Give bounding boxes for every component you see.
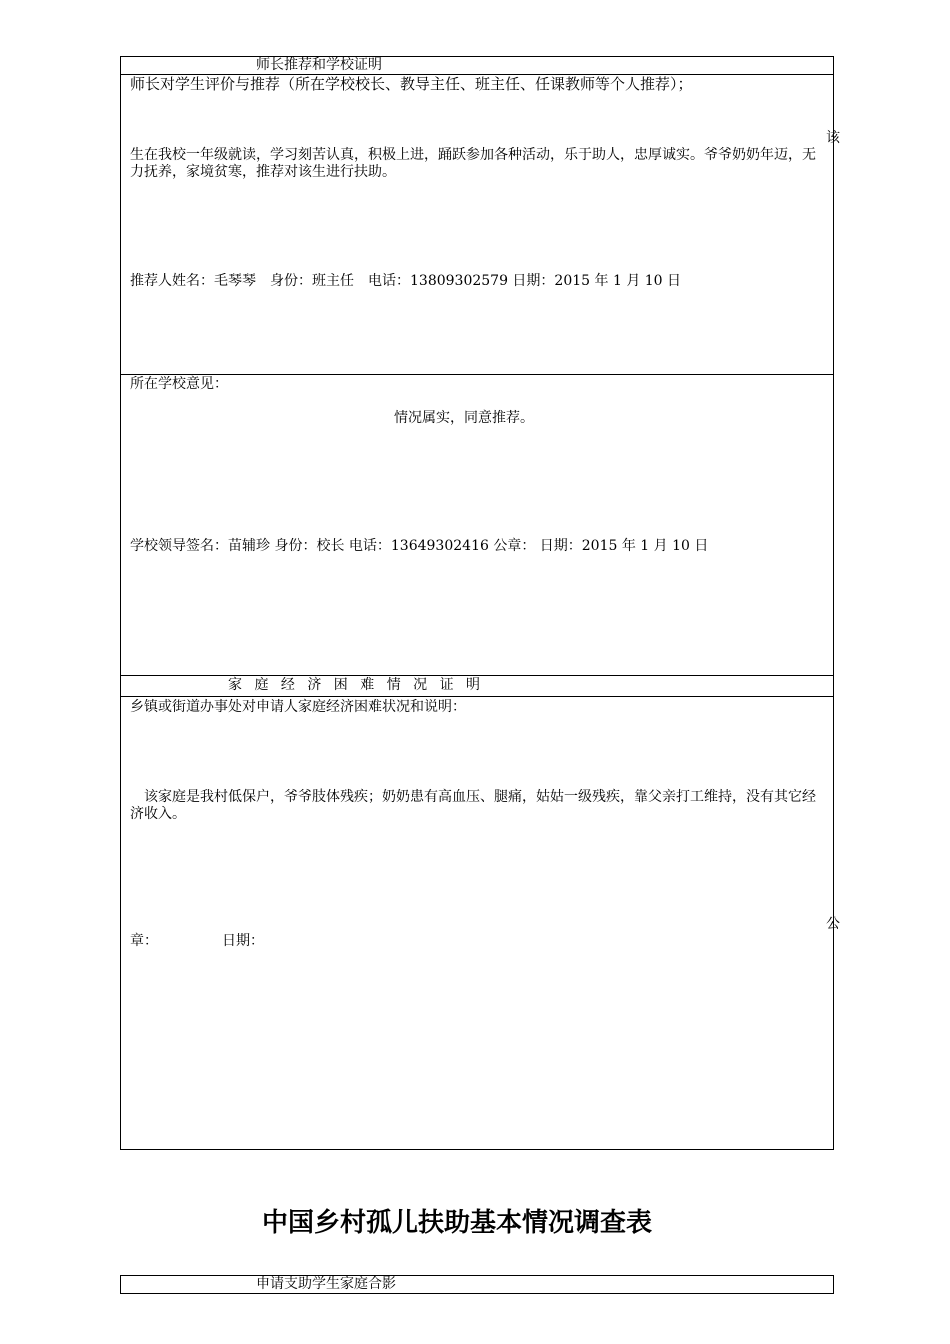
teacher-recommendation-prompt: 师长对学生评价与推荐（所在学校校长、教导主任、班主任、任课教师等个人推荐）； <box>130 75 693 93</box>
hardship-statement: 该家庭是我村低保户，爷爷肢体残疾；奶奶患有高血压、腿痛，姑姑一级残疾，靠父亲打工维持，没有其它经济收入。 <box>130 789 816 822</box>
section-header-recommendation: 师长推荐和学校证明 <box>256 57 382 73</box>
school-opinion: 情况属实，同意推荐。 <box>394 410 534 426</box>
margin-char: 该 <box>826 130 840 146</box>
hardship-prompt: 乡镇或街道办事处对申请人家庭经济困难状况和说明： <box>130 699 466 715</box>
seal-label: 章： <box>130 933 158 949</box>
family-photo-table <box>120 1275 834 1294</box>
divider <box>120 696 834 697</box>
teacher-comment: 生在我校一年级就读，学习刻苦认真，积极上进，踊跃参加各种活动，乐于助人，忠厚诚实。爷爷奶奶年迈，无力抚养，家境贫寒，推荐对该生进行扶助。 <box>130 147 816 180</box>
page-title: 中国乡村孤儿扶助基本情况调查表 <box>262 1208 653 1238</box>
recommender-info: 推荐人姓名：毛琴琴 身份：班主任 电话：13809302579 日期：2015 年 1 月 10 日 <box>130 273 682 289</box>
section-header-hardship: 家 庭 经 济 困 难 情 况 证 明 <box>228 677 485 693</box>
school-leader-info: 学校领导签名：苗辅珍 身份：校长 电话：13649302416 公章： 日期：2015 年 1 月 10 日 <box>130 538 709 554</box>
economic-hardship-table <box>120 675 834 1150</box>
section-header-family-photo: 申请支助学生家庭合影 <box>256 1276 396 1292</box>
divider <box>120 374 834 375</box>
date-label: 日期： <box>222 933 264 949</box>
school-opinion-label: 所在学校意见： <box>130 376 228 392</box>
margin-char: 公 <box>826 916 840 932</box>
